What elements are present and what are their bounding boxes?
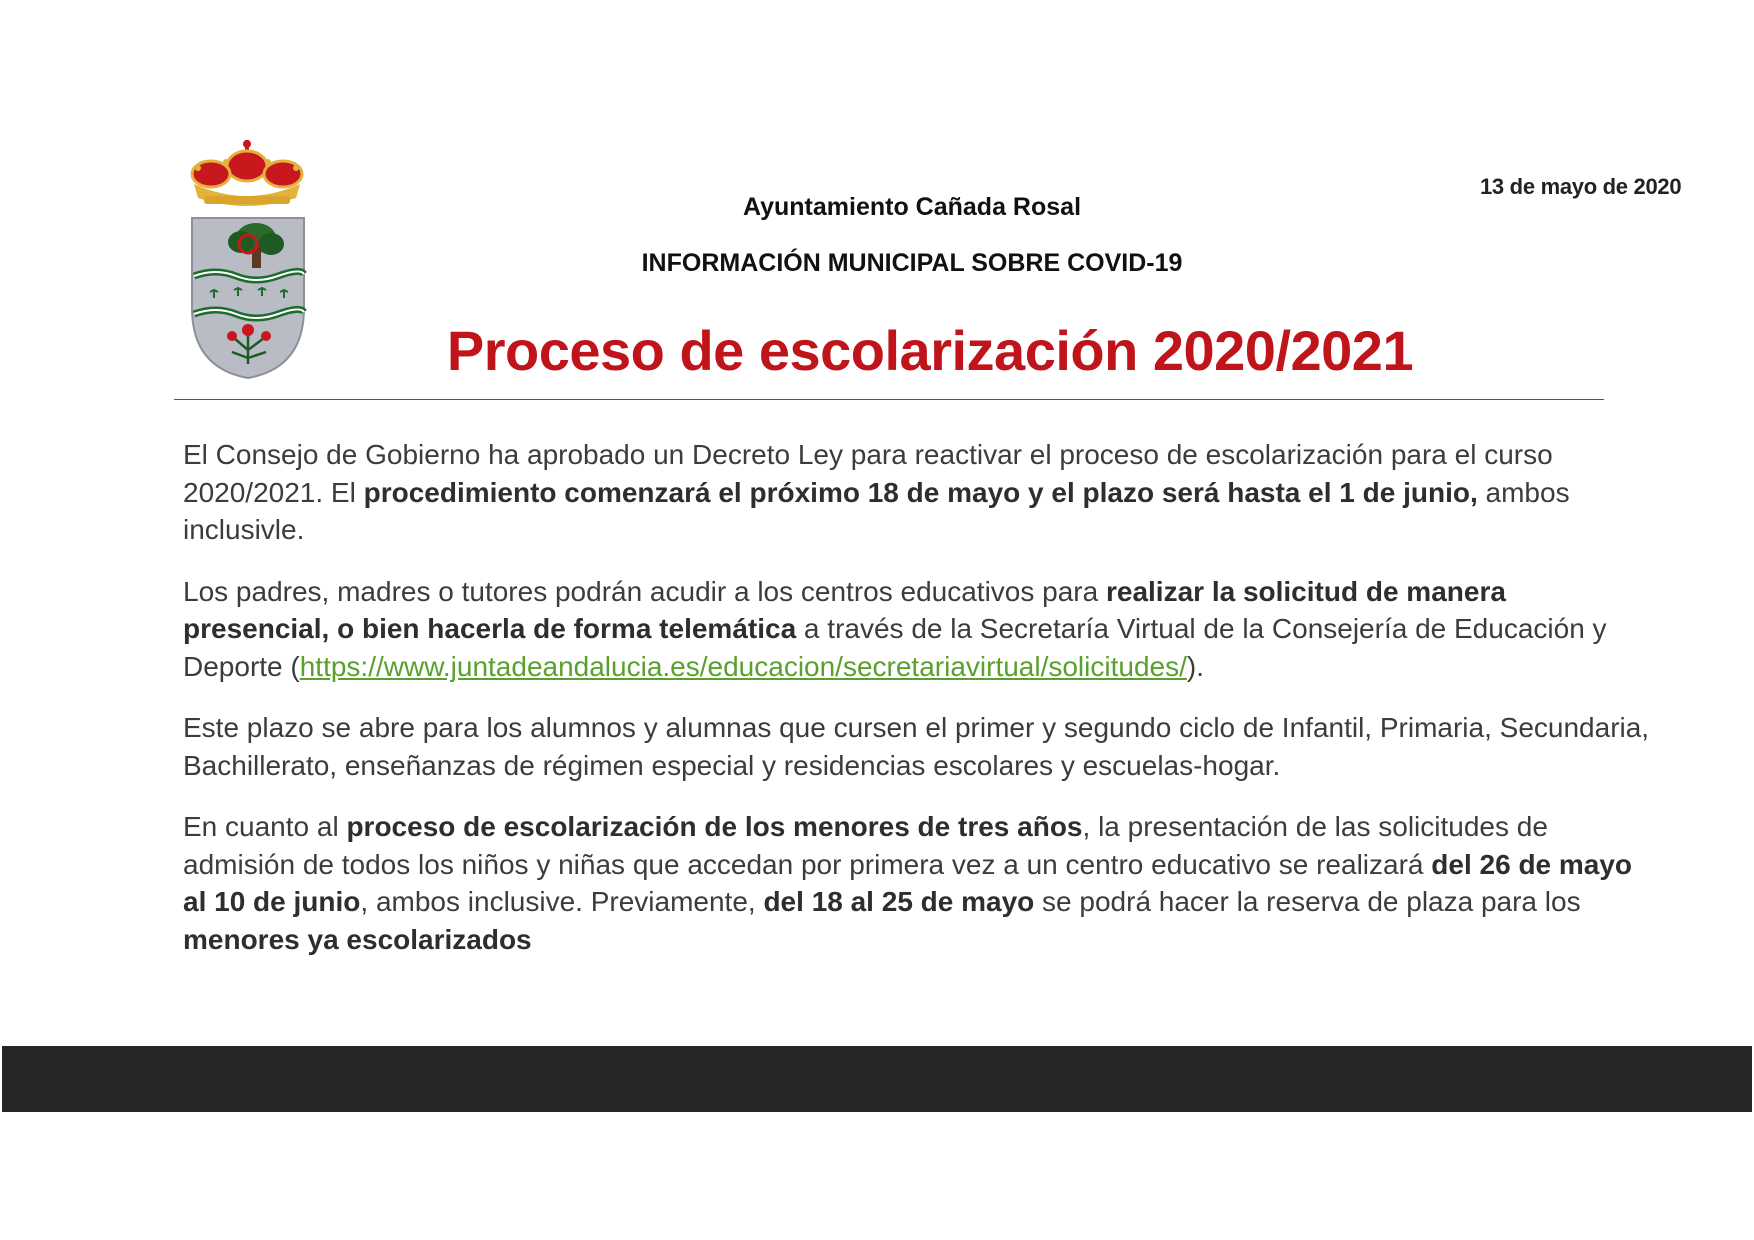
highlight: del 18 al 25 de mayo [763,886,1035,917]
paragraph-3: Este plazo se abre para los alumnos y alumnas que cursen el primer y segundo ciclo de Infantil, Primaria, Secundaria, Bachillerato, enseñanzas de régimen especial y residencias escolares y escuelas-hogar. [183,712,1650,781]
highlight: realizar la solicitud de manera presencial, o bien hacerla de forma telemática [183,575,1506,644]
organization-name: Ayuntamiento Cañada Rosal [742,193,1082,221]
highlight: procedimiento comenzará el próximo 18 de mayo y el plazo será hasta el 1 de junio, [363,476,1478,508]
highlight: menores ya escolarizados [183,923,532,955]
divider [174,399,1604,400]
paragraph-4: En cuanto al proceso de escolarización de los menores de tres años, la presentación de las solicitudes de admisión de todos los niños y niñas que accedan por primera vez a un centro educativo se realizará del 26 de mayo al 10 de junio, ambos inclusive. Previamente, del 18 al 25 de mayo se podrá hacer la reserva de plaza para los menores ya escolarizados [183,811,1633,955]
paragraph-2: Los padres, madres o tutores podrán acudir a los centros educativos para realizar la solicitud de manera presencial, o bien hacerla de forma telemática a través de la Secretaría Virtual de la Consejería de Educación y Deporte (https://www.juntadeandalucia.es/educacion/secretariavirtual/solicitudes/). [183,575,1607,682]
page-title: Proceso de escolarización 2020/2021 [446,319,1414,382]
publication-date: 13 de mayo de 2020 [1480,174,1682,199]
secretaria-virtual-link[interactable]: https://www.juntadeandalucia.es/educacion/secretariavirtual/solicitudes/ [299,650,1187,682]
footer-bar [2,1046,1752,1112]
highlight: proceso de escolarización de los menores de tres años [346,811,1083,842]
paragraph-1: El Consejo de Gobierno ha aprobado un Decreto Ley para reactivar el proceso de escolarización para el curso 2020/2021. El procedimiento comenzará el próximo 18 de mayo y el plazo será hasta el 1 de junio, ambos inclusivle. [183,439,1570,545]
subtitle: INFORMACIÓN MUNICIPAL SOBRE COVID-19 [641,249,1183,277]
highlight: del 26 de mayo al 10 de junio [183,848,1633,917]
article-body [183,436,1653,982]
